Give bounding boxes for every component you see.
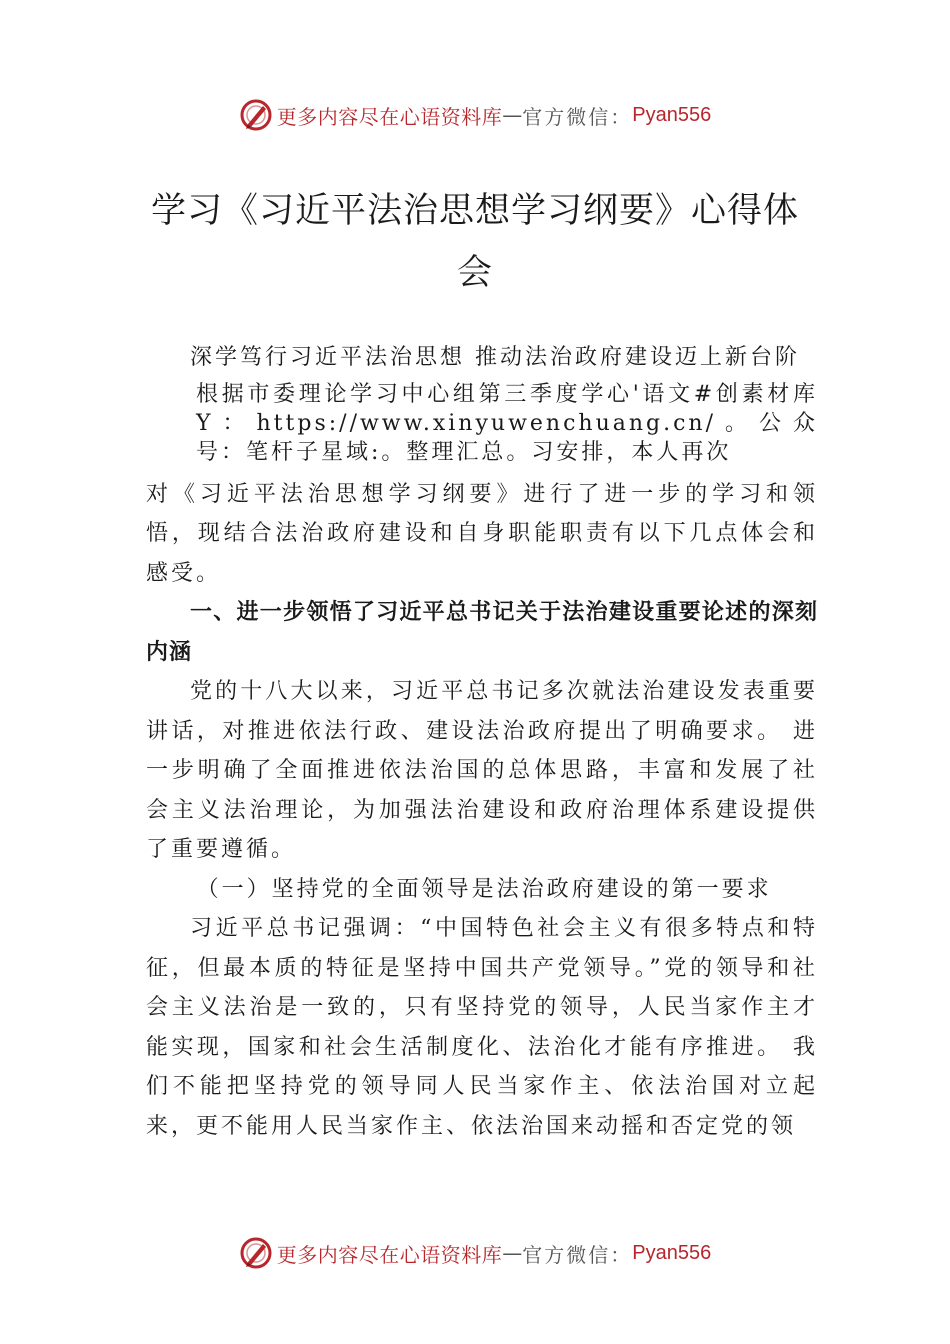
document-title: 学习《习近平法治思想学习纲要》心得体会 xyxy=(150,191,799,293)
body-paragraph: 党的十八大以来，习近平总书记多次就法治建设发表重要讲话，对推进依法行政、建设法治政府提出了明确要求。 进一步明确了全面推进依法治国的总体思路，丰富和发展了社会主义法治理论，为加强法治建设和政府治理体系建设提供了重要遵循。 xyxy=(146,679,818,862)
pen-logo-icon xyxy=(239,98,273,132)
wechat-id: Pyan556 xyxy=(632,1241,712,1264)
body-paragraph: 习近平总书记强调：“中国特色社会主义有很多特点和特征，但最本质的特征是坚持中国共产党领导。”党的领导和社会主义法治是一致的，只有坚持党的领导，人民当家作主才能实现，国家和社会生活制度化、法治化才能有序推进。 我们不能把坚持党的领导同人民当家作主、依法治国对立起来，更不能用人民当家作主、依法治国来动摇和否定党的领 xyxy=(146,916,818,1139)
document-body xyxy=(146,338,818,1146)
wechat-label: 官方微信： xyxy=(522,1242,633,1267)
intro-paragraph: 对《习近平法治思想学习纲要》进行了进一步的学习和领悟，现结合法治政府建设和自身职能职责有以下几点体会和感受。 xyxy=(146,481,818,586)
library-name: 更多内容尽在心语资料库 xyxy=(276,104,503,129)
wechat-id: Pyan556 xyxy=(632,103,712,126)
subsection-heading: （一）坚持党的全面领导是法治政府建设的第一要求 xyxy=(196,876,772,902)
banner-separator: — xyxy=(502,103,523,127)
pen-logo-icon xyxy=(239,1236,273,1270)
subtitle-paragraph: 深学笃行习近平法治思想 推动法治政府建设迈上新台阶 xyxy=(190,345,800,370)
banner-separator: — xyxy=(502,1241,523,1265)
wechat-label: 官方微信： xyxy=(522,104,633,129)
library-name: 更多内容尽在心语资料库 xyxy=(276,1242,503,1267)
footer-banner xyxy=(0,1233,950,1273)
section-heading: 一、进一步领悟了习近平总书记关于法治建设重要论述的深刻内涵 xyxy=(146,600,818,665)
header-banner xyxy=(0,95,950,135)
source-paragraph: 根据市委理论学习中心组第三季度学心'语文#创素材库Y：https://www.xinyuwenchuang.cn/。公众号：笔杆子星域:。整理汇总。习安排，本人再次 xyxy=(196,381,818,465)
